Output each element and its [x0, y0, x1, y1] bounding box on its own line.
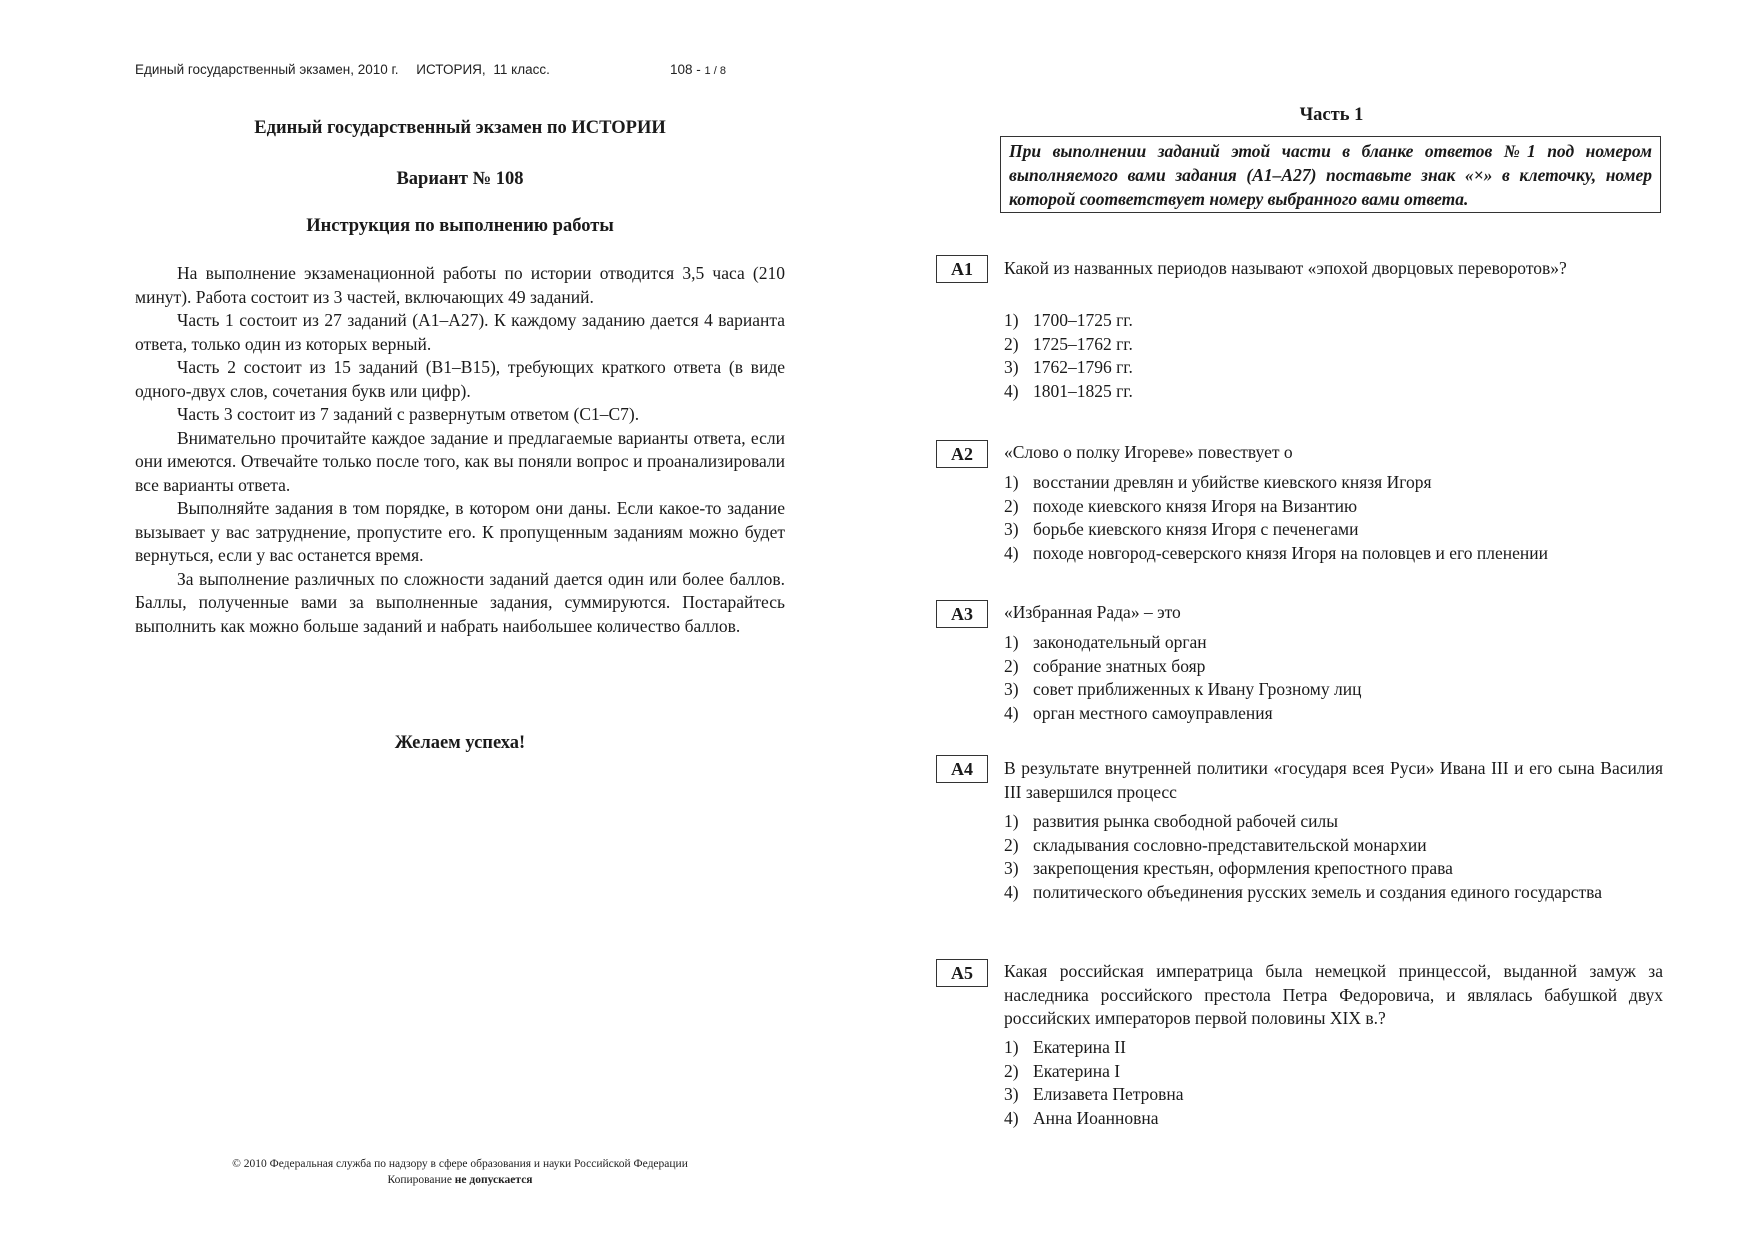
- option-number: 4): [1004, 380, 1019, 401]
- option-number: 2): [1004, 1060, 1019, 1081]
- answer-option: [1004, 309, 1657, 333]
- task-label: А4: [936, 755, 988, 783]
- task-question: «Избранная Рада» – это: [1004, 602, 1181, 622]
- option-number: 4): [1004, 881, 1019, 902]
- answer-option: [1004, 471, 1657, 495]
- part-title: Часть 1: [1299, 105, 1364, 125]
- task-label: А2: [936, 440, 988, 468]
- task-label: А5: [936, 959, 988, 987]
- option-number: 2): [1004, 655, 1019, 676]
- option-text: собрание знатных бояр: [1033, 655, 1206, 676]
- option-number: 3): [1004, 679, 1019, 699]
- option-number: 1): [1004, 811, 1019, 831]
- answer-option: [1004, 678, 1657, 702]
- instructions-title: Инструкция по выполнению работы: [306, 216, 614, 236]
- option-text: законодательный орган: [1033, 632, 1207, 652]
- option-text: развития рынка свободной рабочей силы: [1033, 811, 1338, 831]
- option-number: 4): [1004, 1107, 1019, 1128]
- instruction-paragraph: Выполняйте задания в том порядке, в котором они даны. Если какое-то задание вызывает у вас затруднение, пропустите его. К пропущенным заданиям можно будет вернуться, если у вас останется время.: [135, 498, 785, 565]
- option-number: 3): [1004, 858, 1019, 878]
- option-text: совет приближенных к Ивану Грозному лиц: [1033, 679, 1362, 699]
- exam-title: Единый государственный экзамен по ИСТОРИИ: [254, 118, 666, 138]
- option-text: складывания сословно-представительской монархии: [1033, 834, 1427, 855]
- option-text: Екатерина II: [1033, 1037, 1126, 1057]
- answer-option: [1004, 495, 1657, 519]
- part-instructions-box: При выполнении заданий этой части в бланке ответов №1 под номером выполняемого вами задания (А1–А27) поставьте знак «×» в клеточку, номер которой соответствует номеру выбранного вами ответа.: [1000, 136, 1661, 213]
- option-text: Анна Иоанновна: [1033, 1107, 1159, 1128]
- instruction-paragraph: На выполнение экзаменационной работы по истории отводится 3,5 часа (210 минут). Работа состоит из 3 частей, включающих 49 заданий.: [135, 263, 785, 307]
- task-question: Какая российская императрица была немецкой принцессой, выданной замуж за наследника российского престола Петра Федоровича, и являлась бабушкой двух российских императоров первой половины XIX в.?: [1004, 961, 1663, 1028]
- header-exam: Единый государственный экзамен, 2010 г.: [135, 62, 399, 77]
- instruction-paragraph: Часть 1 состоит из 27 заданий (А1–А27). К каждому заданию дается 4 варианта ответа, только один из которых верный.: [135, 310, 785, 354]
- option-number: 1): [1004, 310, 1019, 330]
- option-number: 3): [1004, 519, 1019, 539]
- answer-option: [1004, 380, 1657, 404]
- answer-option: [1004, 333, 1657, 357]
- copyright-line: © 2010 Федеральная служба по надзору в сфере образования и науки Российской Федерации: [232, 1158, 688, 1170]
- option-text: политического объединения русских земель и создания единого государства: [1033, 881, 1602, 902]
- option-number: 1): [1004, 632, 1019, 652]
- option-text: 1700–1725 гг.: [1033, 310, 1133, 330]
- option-text: 1725–1762 гг.: [1033, 333, 1133, 354]
- instruction-paragraph: Внимательно прочитайте каждое задание и предлагаемые варианты ответа, если они имеются. Отвечайте только после того, как вы поняли вопрос и проанализировали все варианты ответа.: [135, 427, 785, 495]
- copyright-footer: [135, 1156, 785, 1188]
- option-text: походе новгород-северского князя Игоря на половцев и его пленении: [1033, 542, 1549, 563]
- answer-option: [1004, 1060, 1657, 1084]
- option-number: 2): [1004, 333, 1019, 354]
- answer-option: [1004, 702, 1657, 726]
- task-options: [1004, 309, 1657, 403]
- task-question: «Слово о полку Игореве» повествует о: [1004, 442, 1293, 462]
- header-subject: ИСТОРИЯ,: [416, 62, 486, 77]
- task-label: А3: [936, 600, 988, 628]
- answer-option: [1004, 518, 1657, 542]
- option-text: восстании древлян и убийстве киевского князя Игоря: [1033, 472, 1432, 492]
- option-number: 3): [1004, 357, 1019, 377]
- option-number: 4): [1004, 542, 1019, 563]
- header-page-number: [670, 62, 726, 77]
- good-luck-text: Желаем успеха!: [394, 733, 526, 753]
- option-number: 1): [1004, 1037, 1019, 1057]
- answer-option: [1004, 834, 1657, 858]
- option-text: борьбе киевского князя Игоря с печенегами: [1033, 519, 1359, 539]
- answer-option: [1004, 857, 1657, 881]
- option-text: орган местного самоуправления: [1033, 702, 1273, 723]
- option-number: 4): [1004, 702, 1019, 723]
- task-options: [1004, 631, 1657, 725]
- option-text: Екатерина I: [1033, 1060, 1121, 1081]
- page-header: [135, 62, 726, 77]
- option-text: 1762–1796 гг.: [1033, 357, 1133, 377]
- task-options: [1004, 810, 1657, 904]
- option-text: закрепощения крестьян, оформления крепостного права: [1033, 858, 1453, 878]
- answer-option: [1004, 542, 1657, 566]
- header-page-code: 108 -: [670, 62, 701, 77]
- answer-option: [1004, 655, 1657, 679]
- option-number: 3): [1004, 1084, 1019, 1104]
- task-options: [1004, 471, 1657, 565]
- answer-option: [1004, 1107, 1657, 1131]
- answer-option: [1004, 810, 1657, 834]
- instructions-body: [135, 262, 785, 638]
- instruction-paragraph: Часть 2 состоит из 15 заданий (В1–В15), требующих краткого ответа (в виде одного-двух слов, сочетания букв или цифр).: [135, 357, 785, 401]
- answer-option: [1004, 1083, 1657, 1107]
- header-grade: 11 класс.: [493, 62, 550, 77]
- option-text: 1801–1825 гг.: [1033, 380, 1133, 401]
- option-text: походе киевского князя Игоря на Византию: [1033, 495, 1358, 516]
- task-options: [1004, 1036, 1657, 1130]
- answer-option: [1004, 356, 1657, 380]
- option-number: 2): [1004, 834, 1019, 855]
- instruction-paragraph: За выполнение различных по сложности заданий дается один или более баллов. Баллы, полученные вами за выполненные задания, суммируются. Постарайтесь выполнить как можно больше заданий и набрать наибольшее количество баллов.: [135, 568, 785, 636]
- answer-option: [1004, 881, 1657, 905]
- task-question: Какой из названных периодов называют «эпохой дворцовых переворотов»?: [1004, 258, 1567, 278]
- copying-prefix: Копирование: [387, 1174, 455, 1186]
- instruction-paragraph: Часть 3 состоит из 7 заданий с развернутым ответом (С1–С7).: [177, 404, 640, 424]
- header-page-num: 1 / 8: [704, 65, 726, 77]
- task-label: А1: [936, 255, 988, 283]
- copying-forbidden: не допускается: [454, 1174, 533, 1186]
- copying-notice: [135, 1172, 785, 1188]
- task-question: В результате внутренней политики «государя всея Руси» Ивана III и его сына Василия III завершился процесс: [1004, 758, 1663, 802]
- variant-title: Вариант № 108: [396, 169, 524, 189]
- answer-option: [1004, 631, 1657, 655]
- option-number: 2): [1004, 495, 1019, 516]
- answer-option: [1004, 1036, 1657, 1060]
- option-number: 1): [1004, 472, 1019, 492]
- option-text: Елизавета Петровна: [1033, 1084, 1184, 1104]
